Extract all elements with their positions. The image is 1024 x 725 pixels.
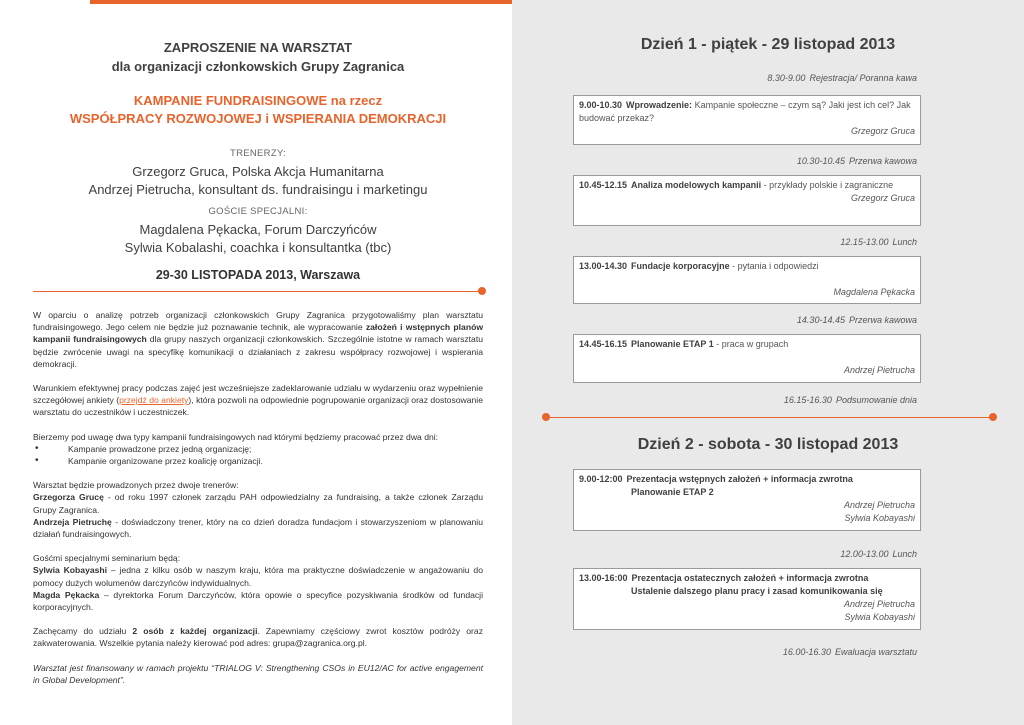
p5-intro: Gośćmi specjalnymi seminarium będą:: [33, 553, 181, 564]
slot-label: Przerwa kawowa: [848, 315, 917, 325]
session-speaker: Andrzej Pietrucha: [843, 599, 915, 609]
session-time: 13.00-14.30: [579, 261, 628, 271]
p1-text-c: dla grupy naszych organizacji członkowskich. Szczególnie istotne w ramach warsztatu będzie zwrócenie uwagi na specyfikę komunikacji o działaniach z zakresu współpracy rozwojowej i wspierania demokracji.: [33, 334, 484, 369]
slot-label: Rejestracja/ Poranna kawa: [809, 73, 917, 83]
divider-dot: [478, 287, 486, 295]
p5-text-2: – dyrektorka Forum Darczyńców, która opowie o specyfice pozyskiwania środków od fundacji korporacyjnych.: [33, 589, 483, 613]
trainer-1: Grzegorz Gruca, Polska Akcja Humanitarna: [132, 164, 384, 179]
session-title-2: Planowanie ETAP 2: [631, 487, 714, 497]
trainer-2: Andrzej Pietrucha, konsultant ds. fundraisingu i marketingu: [88, 182, 428, 197]
p4-name-2: Andrzeja Pietruchę: [33, 516, 112, 527]
session-text: [579, 99, 915, 125]
day2-session-final: [573, 568, 921, 630]
paragraph-guests: [33, 552, 483, 613]
bullet-text: Kampanie prowadzone przez jedną organizację;: [68, 443, 252, 454]
right-divider: [546, 417, 994, 418]
bullet-icon: •: [35, 455, 39, 467]
session-time: 9.00-10.30: [579, 100, 623, 110]
session-title: Analiza modelowych kampanii: [631, 180, 762, 190]
p1-text-a: W oparciu o analizę potrzeb organizacji członkowskich Grupy Zagranica przygotowaliśmy plan warsztatu fundraisingowego. Jego celem nie będzie już poznawanie technik, ale wypracowanie: [33, 310, 483, 333]
day2-title: Dzień 2 - sobota - 30 listopad 2013: [637, 436, 899, 453]
day1-slot-break1: [797, 156, 917, 166]
slot-time: 12.15-13.00: [840, 237, 889, 247]
session-time: 10.45-12.15: [579, 180, 628, 190]
day1-slot-registration: [767, 73, 917, 83]
session-title: Prezentacja ostatecznych założeń + informacja zwrotna: [631, 573, 869, 583]
left-divider: [33, 291, 481, 292]
session-title: Fundacje korporacyjne: [631, 261, 730, 271]
day1-slot-summary: [784, 395, 917, 405]
p5-text-1: – jedna z kilku osób w naszym kraju, która ma praktyczne doświadczenie w angażowaniu do pomocy dużych wolumenów darczyńców indywidualnych.: [33, 565, 483, 588]
session-time: 14.45-16.15: [579, 339, 628, 349]
trainers-section: [33, 145, 483, 199]
p2-text-b: ), która pozwoli na odpowiednie pogrupowanie organizacji oraz dostosowanie warsztatu do uczestników i uczestniczek.: [33, 395, 483, 418]
paragraph-participation: [33, 625, 483, 649]
session-time: 9.00-12:00: [579, 474, 623, 484]
bullet-icon: •: [35, 442, 39, 454]
survey-link[interactable]: przejdź do ankiety: [119, 395, 189, 406]
campaign-line-1: KAMPANIE FUNDRAISINGOWE na rzecz: [133, 93, 383, 108]
slot-time: 10.30-10.45: [796, 156, 845, 166]
invite-title: ZAPROSZENIE NA WARSZTAT: [163, 40, 353, 55]
session-title: Wprowadzenie:: [626, 100, 693, 110]
session-speaker: Andrzej Pietrucha: [843, 500, 915, 510]
description-body: [33, 309, 483, 698]
session-title-2: Ustalenie dalszego planu pracy i zasad komunikowania się: [631, 586, 883, 596]
divider-dot: [989, 413, 997, 421]
session-speaker: Sylwia Kobayashi: [844, 513, 915, 523]
session-text: [579, 338, 915, 351]
day1-session-analysis: [573, 175, 921, 226]
paragraph-funding: Warsztat jest finansowany w ramach projektu “TRIALOG V: Strengthening CSOs in EU12/AC for active engagement in Global Development”.: [33, 662, 483, 685]
invitation-heading: [33, 38, 483, 76]
session-speaker: Sylwia Kobayashi: [844, 612, 915, 622]
session-desc: - przykłady polskie i zagraniczne: [761, 180, 894, 190]
session-speaker: Magdalena Pękacka: [833, 287, 915, 297]
slot-label: Podsumowanie dnia: [835, 395, 917, 405]
paragraph-survey: [33, 382, 483, 419]
slot-time: 12.00-13.00: [840, 549, 889, 559]
p6-text-a: Zachęcamy do udziału: [33, 626, 133, 637]
paragraph-intro: [33, 309, 483, 370]
event-dates: 29-30 LISTOPADA 2013, Warszawa: [155, 268, 361, 282]
session-speaker: Andrzej Pietrucha: [843, 365, 915, 375]
slot-time: 16.15-16.30: [783, 395, 832, 405]
invite-subtitle: dla organizacji członkowskich Grupy Zagranica: [111, 59, 405, 74]
p4-text-1: - od roku 1997 członek zarządu PAH odpowiedzialny za fundraising, a także członek Zarządu Grupy Zagranica.: [33, 492, 483, 515]
p4-intro: Warsztat będzie prowadzonych przez dwoje trenerów:: [33, 480, 239, 491]
slot-time: 8.30-9.00: [767, 73, 806, 83]
session-desc: - pytania i odpowiedzi: [729, 261, 819, 271]
session-speaker: Grzegorz Gruca: [850, 193, 915, 203]
guest-2: Sylwia Kobalashi, coachka i konsultantka (tbc): [124, 240, 392, 255]
p1-bold: założeń i wstępnych planów kampanii fundraisingowych: [33, 322, 484, 345]
p5-name-2: Magda Pękacka: [33, 589, 100, 600]
slot-label: Ewaluacja warsztatu: [834, 647, 917, 657]
session-desc: Kampanie społeczne – czym są? Jaki jest ich cel? Jak budować przekaz?: [579, 100, 911, 123]
campaign-line-2: WSPÓŁPRACY ROZWOJOWEJ i WSPIERANIA DEMOKRACJI: [69, 111, 447, 126]
session-title: Prezentacja wstępnych założeń + informacja zwrotna: [626, 474, 853, 484]
day1-title: Dzień 1 - piątek - 29 listopad 2013: [640, 36, 896, 53]
day2-slot-lunch: [840, 549, 917, 559]
p6-text-c: . Zapewniamy częściowy zwrot kosztów podróży oraz zakwaterowania. Wszelkie pytania należy kierować pod adres: grupa@zagranica.org.pl.: [33, 626, 483, 649]
session-text: [579, 260, 915, 273]
p2-text-a: Warunkiem efektywnej pracy podczas zajęć jest wcześniejsze zadeklarowanie udziału w wydarzeniu oraz wypełnienie szczegółowej ankiety (: [33, 383, 483, 406]
session-text: [579, 179, 915, 192]
session-text: [579, 473, 915, 486]
bullet-text: Kampanie organizowane przez koalicję organizacji.: [68, 456, 263, 467]
day1-session-intro: [573, 95, 921, 145]
campaign-types-list: [33, 443, 483, 467]
guests-section: [33, 203, 483, 257]
slot-label: Lunch: [892, 237, 917, 247]
list-item: [33, 443, 483, 455]
slot-time: 14.30-14.45: [796, 315, 845, 325]
slot-label: Przerwa kawowa: [848, 156, 917, 166]
p4-text-2: - doświadczony trener, który na co dzień doradza fundacjom i stowarzyszeniom w planowaniu działań fundraisingowych.: [33, 516, 483, 540]
session-title: Planowanie ETAP 1: [631, 339, 714, 349]
day1-slot-break2: [797, 315, 917, 325]
day1-session-planning: [573, 334, 921, 383]
session-time: 13.00-16:00: [579, 573, 628, 583]
trainers-label: TRENERZY:: [229, 148, 286, 159]
guests-label: GOŚCIE SPECJALNI:: [208, 206, 308, 217]
slot-time: 16.00-16.30: [782, 647, 831, 657]
slot-label: Lunch: [892, 549, 917, 559]
invitation-column: [33, 0, 483, 725]
p5-name-1: Sylwia Kobayashi: [33, 565, 108, 576]
day2-slot-evaluation: [783, 647, 917, 657]
day2-session-presentation: [573, 469, 921, 531]
session-speaker: Grzegorz Gruca: [850, 126, 915, 136]
campaign-heading: [33, 92, 483, 128]
p4-name-1: Grzegorza Grucę: [33, 492, 104, 503]
list-item: [33, 455, 483, 467]
day1-slot-lunch: [840, 237, 917, 247]
session-text: [579, 572, 915, 585]
paragraph-trainers: [33, 479, 483, 540]
p6-bold: 2 osób z każdej organizacji: [132, 626, 258, 637]
paragraph-campaign-types: Bierzemy pod uwagę dwa typy kampanii fundraisingowych nad którymi będziemy pracować przez dwa dni:: [33, 431, 439, 442]
day1-session-foundations: [573, 256, 921, 304]
guest-1: Magdalena Pękacka, Forum Darczyńców: [139, 222, 377, 237]
session-desc: - praca w grupach: [713, 339, 789, 349]
